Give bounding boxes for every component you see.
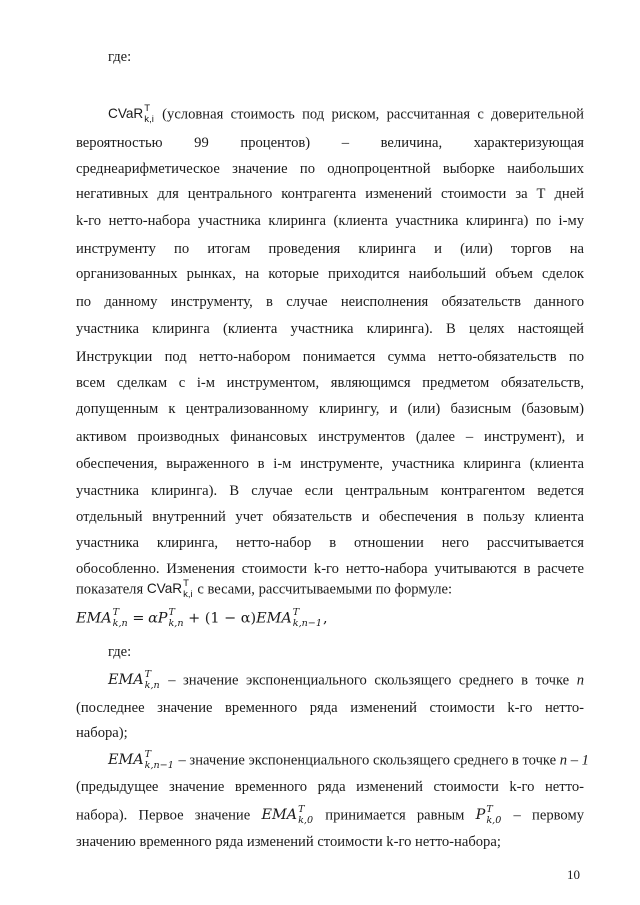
ema-n-definition-line2: (последнее значение временного ряда изменений стоимости k-го нетто- bbox=[76, 700, 584, 716]
cvar-definition-text: (условная стоимость под риском, рассчитанная с доверительной bbox=[162, 106, 584, 123]
paragraph-line: организованных рынках, на которые приходится наибольший объем сделок bbox=[76, 266, 584, 282]
where-label-2: где: bbox=[108, 644, 132, 660]
paragraph-line: участника клиринга, нетто-набор в отношении него рассчитывается bbox=[76, 535, 584, 551]
where-label: где: bbox=[108, 49, 132, 65]
ema-n-1-definition: EMA T k,n−1 – значение экспоненциального скользящего среднего в точке n – 1 bbox=[108, 749, 589, 771]
paragraph-line: инструменту по итогам проведения клиринга и (или) торгов на bbox=[76, 241, 584, 257]
paragraph-line: участника клиринга (клиента участника клиринга). В целях настоящей bbox=[76, 321, 584, 337]
paragraph-line: обособленно. Изменения стоимости k-го нетто-набора учитываются в расчете bbox=[76, 561, 584, 577]
ema-formula: EMA T k,n = αP T k,n + (1 − α)EMA T k,n−1 , bbox=[76, 607, 328, 629]
paragraph-line: среднеарифметическое значение по однопроцентной выборке наибольших bbox=[76, 161, 584, 177]
paragraph-line: Инструкции под нетто-набором понимается сумма нетто-обязательств по bbox=[76, 349, 584, 365]
paragraph-line: всем сделкам с i-м инструментом, являющимся предметом обязательств, bbox=[76, 375, 584, 391]
page-number: 10 bbox=[567, 867, 580, 882]
paragraph-line: активом производных финансовых инструментов (далее – инструмент), и bbox=[76, 429, 584, 445]
ema-n-definition: EMA T k,n – значение экспоненциального скользящего среднего в точке n bbox=[108, 669, 584, 691]
cvar-definition-line bbox=[108, 105, 584, 125]
paragraph-line: негативных для центрального контрагента изменений стоимости за Т дней bbox=[76, 186, 584, 202]
paragraph-line: отдельный внутренний учет обязательств и обеспечения в пользу клиента bbox=[76, 509, 584, 525]
cvar-symbol-inline: CVaR T k,i bbox=[146, 578, 193, 600]
paragraph-line: k-го нетто-набора участника клиринга (клиента участника клиринга) по i-му bbox=[76, 213, 584, 229]
cvar-paragraph-last-line: показателя CVaR T k,i с весами, рассчитываемыми по формуле: bbox=[76, 578, 453, 600]
ema-n-1-definition-line4: значению временного ряда изменений стоимости k-го нетто-набора; bbox=[76, 834, 501, 850]
paragraph-line: допущенным к централизованному клирингу, и (или) базисным (базовым) bbox=[76, 401, 584, 417]
paragraph-line: участника клиринга). В случае если центральным контрагентом ведется bbox=[76, 483, 584, 499]
ema-n-1-definition-line2: (предыдущее значение временного ряда изменений стоимости k-го нетто- bbox=[76, 779, 584, 795]
ema-n-definition-line3: набора); bbox=[76, 725, 128, 741]
cvar-symbol: CVaR T k,i bbox=[108, 103, 154, 125]
paragraph-line: по данному инструменту, в случае неисполнения обязательств данного bbox=[76, 294, 584, 310]
paragraph-line: обеспечения, выраженного в i-м инструменте, участника клиринга (клиента bbox=[76, 456, 584, 472]
paragraph-line: вероятностью 99 процентов) – величина, характеризующая bbox=[76, 135, 584, 151]
ema-n-1-definition-line3: набора). Первое значение EMA T k,0 принимается равным P T k,0 – первому bbox=[76, 804, 584, 826]
